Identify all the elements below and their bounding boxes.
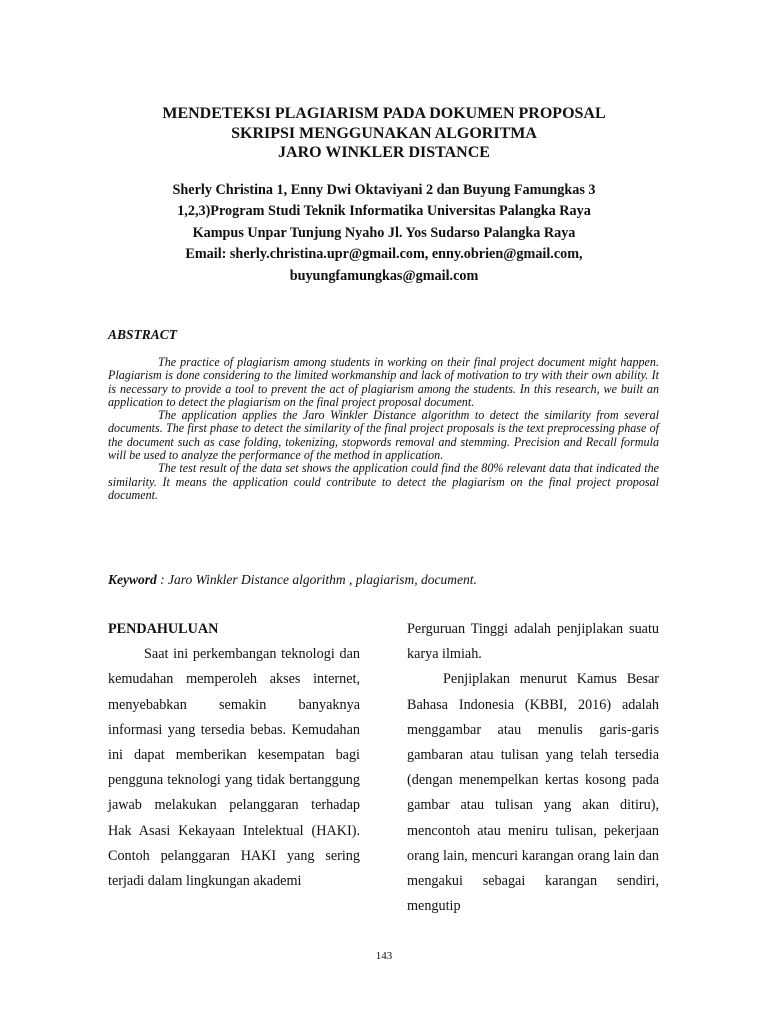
author-block (60, 180, 708, 287)
author-email-line-1: Email: sherly.christina.upr@gmail.com, enny.obrien@gmail.com, (185, 246, 583, 263)
body-paragraph: Saat ini perkembangan teknologi dan kemudahan memperoleh akses internet, menyebabkan semakin banyaknya informasi yang tersedia bebas. Kemudahan ini dapat memberikan kesempatan bagi pengguna teknologi yang tidak bertanggung jawab melakukan pelanggaran terhadap Hak Asasi Kekayaan Intelektual (HAKI). Contoh pelanggaran HAKI yang sering terjadi dalam lingkungan akademi (108, 646, 360, 890)
title-line-2: SKRIPSI MENGGUNAKAN ALGORITMA (231, 124, 537, 142)
title-line-3: JARO WINKLER DISTANCE (278, 144, 490, 161)
author-email-line-2: buyungfamungkas@gmail.com (289, 267, 479, 284)
abstract-paragraph: The practice of plagiarism among students in working on their final project document might happen. Plagiarism is done considering to the limited workmanship and lack of motivation to try with their own ability. It is necessary to provide a tool to prevent the act of plagiarism among the students. In this research, we built an application to detect the plagiarism on the final project proposal document. (108, 355, 659, 409)
paper-title (60, 104, 708, 163)
abstract-heading: ABSTRACT (108, 327, 178, 342)
keywords-line (108, 572, 668, 588)
body-column-left (108, 617, 360, 894)
keyword-text: : Jaro Winkler Distance algorithm , plagiarism, document. (156, 572, 477, 587)
abstract-paragraph: The application applies the Jaro Winkler Distance algorithm to detect the similarity from several documents. The first phase to detect the similarity of the final project proposals is the text preprocessing phase of the document such as case folding, tokenizing, stopwords removal and stemming. Precision and Recall formula will be used to analyze the performance of the method in application. (108, 408, 659, 463)
title-line-1: MENDETEKSI PLAGIARISM PADA DOKUMEN PROPOSAL (162, 105, 606, 122)
author-names: Sherly Christina 1, Enny Dwi Oktaviyani 2 dan Buyung Famungkas 3 (172, 182, 596, 198)
page-number: 143 (375, 950, 393, 962)
body-paragraph: Penjiplakan menurut Kamus Besar Bahasa Indonesia (KBBI, 2016) adalah menggambar atau menulis garis-garis gambaran atau tulisan yang telah tersedia (dengan menempelkan kertas kosong pada gambar atau tulisan yang akan ditiru), mencontoh atau meniru tulisan, pekerjaan orang lain, mencuri karangan orang lain dan mengakui sebagai karangan sendiri, mengutip (407, 671, 659, 915)
body-column-right (407, 617, 659, 919)
abstract-paragraph: The test result of the data set shows the application could find the 80% relevant data that indicated the similarity. It means the application could contribute to detect the plagiarism on the final project proposal document. (108, 461, 659, 502)
author-affiliation: 1,2,3)Program Studi Teknik Informatika Universitas Palangka Raya (177, 203, 591, 220)
author-address: Kampus Unpar Tunjung Nyaho Jl. Yos Sudarso Palangka Raya (192, 224, 576, 241)
abstract-body (108, 356, 659, 502)
keyword-label: Keyword (108, 572, 157, 587)
section-heading-pendahuluan: PENDAHULUAN (108, 621, 219, 637)
body-paragraph: Perguruan Tinggi adalah penjiplakan suatu karya ilmiah. (407, 621, 659, 663)
